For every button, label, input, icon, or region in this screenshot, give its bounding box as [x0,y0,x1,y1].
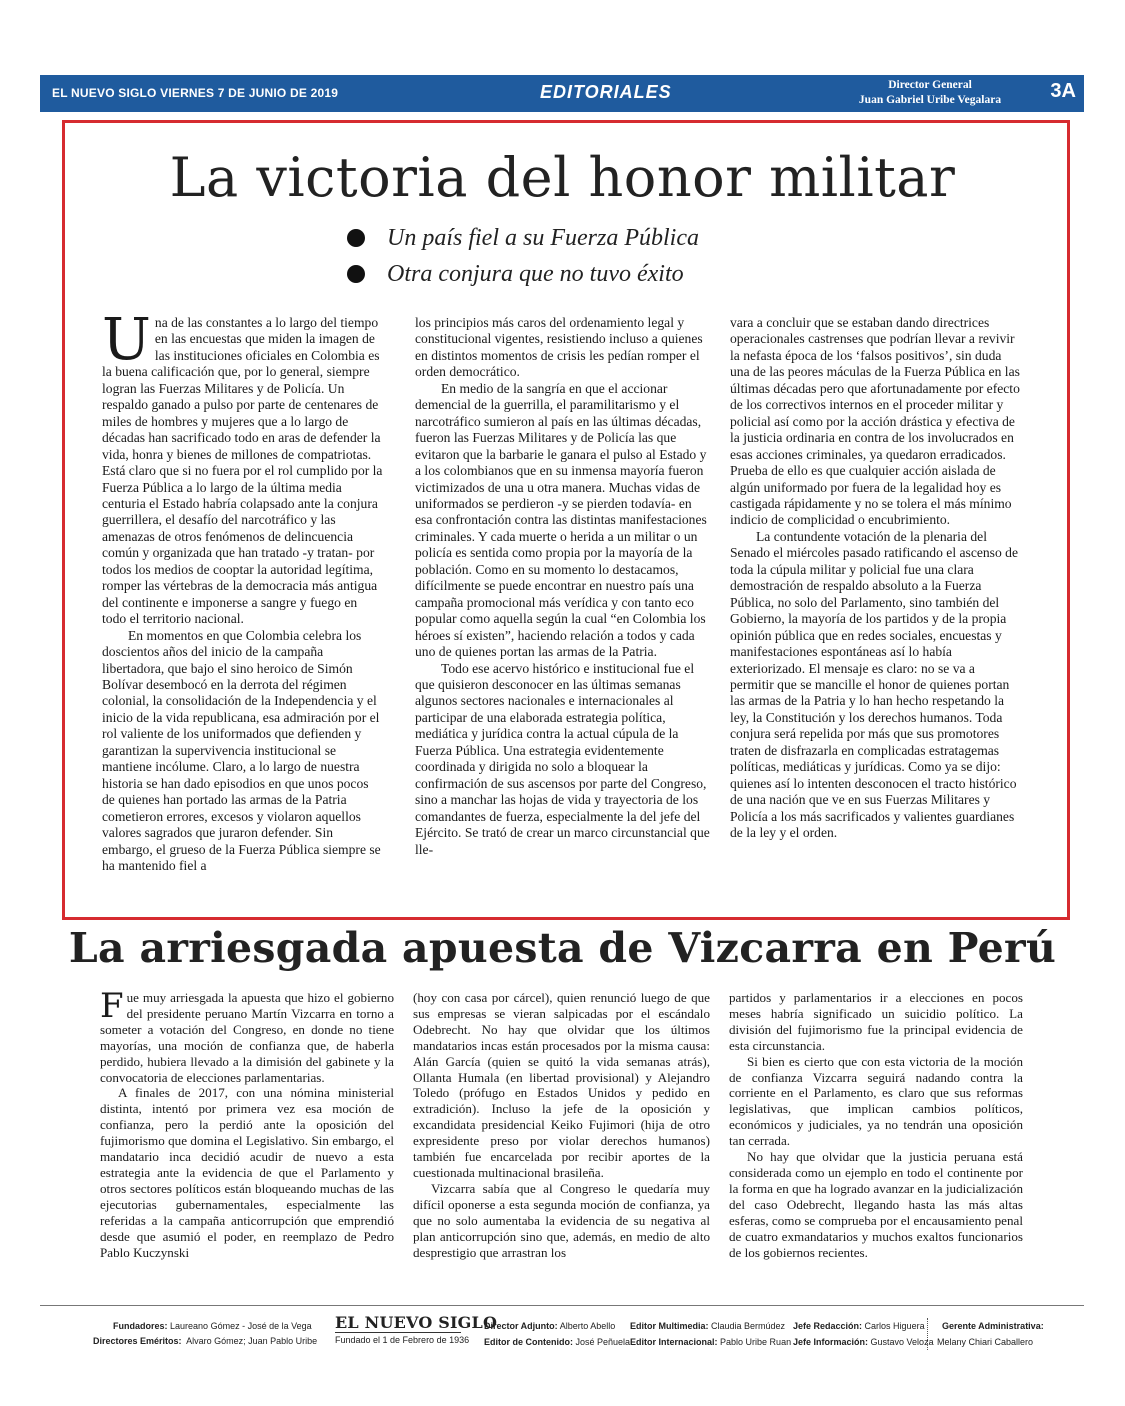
paragraph: na de las constantes a lo largo del tiempo en las encuestas que miden la imagen de las instituciones oficiales en Colombia es la buena calificación que, por lo general, siempre logran las Fuerzas Militares y de Policía. Un respaldo ganado a pulso por parte de centenares de miles de hombres y mujeres que a lo largo de décadas han sacrificado todo en aras de defender la vida, honra y bienes de millones de compatriotas. Está claro que si no fuera por el rol cumplido por la Fuerza Pública a lo largo de la última media centuria el Estado habría colapsado ante la conjura guerrillera, el desafío del narcotráfico y las amenazas de otros fenómenos de delincuencia común y organizada que han tratado -y tratan- por todos los medios de cooptar la autoridad legítima, romper las vértebras de la democracia más antigua del continente e imponerse a sangre y fuego en todo el territorio nacional. [102,315,383,627]
paragraph: vara a concluir que se estaban dando directrices operacionales castrenses que podrían llevar a revivir la nefasta época de los ‘falsos positivos’, sin duda una de las peores máculas de la Fuerza Pública en las últimas décadas pero que afortunadamente por efecto de los correctivos internos en el proceder militar y policial así como por la acción drástica y efectiva de la justicia ordinaria en contra de los involucrados en esas acciones criminales, ya quedaron erradicados. Prueba de ello es que cualquier acción aislada de algún uniformado por fuera de la legalidad hoy es castigada rápidamente y no se tolera el más mínimo indicio de complicidad o encubrimiento. [730,315,1020,528]
footer-founders: Fundadores: Laureano Gómez - José de la Vega [113,1321,312,1331]
paragraph: Vizcarra sabía que al Congreso le quedaría muy difícil oponerse a esta segunda moción de confianza, ya que no solo aumentaba la evidencia de su negativa al plan anticorrupción sino que, además, en medio de alto desprestigio que arrastran los [413,1180,710,1260]
editorial2-column-3 [729,990,1023,1260]
subhead-item [347,256,847,292]
director-name: Juan Gabriel Uribe Vegalara [858,94,1002,106]
paragraph: En momentos en que Colombia celebra los doscientos años del inicio de la campaña libertadora, que bajo el sino heroico de Simón Bolívar desembocó en la derrota del régimen colonial, la consolidación de la Independencia y el inicio de la vida republicana, esa admiración por el rol valiente de los uniformados que defienden y garantizan la supervivencia institucional se mantiene incólume. Claro, a lo largo de nuestra historia se han dado episodios en que unos pocos de quienes han portado las armas de la Patria cometieron errores, excesos y violaron aquellos valores sagrados que juraron defender. Sin embargo, el grueso de la Fuerza Pública siempre se ha mantenido fiel a [102,627,381,873]
paragraph: Si bien es cierto que con esta victoria de la moción de confianza Vizcarra seguirá nadando contra la corriente en el Parlamento, es claro que sus reformas legislativas, que implican cambios políticos, económicos y judiciales, ya no tendrán una oposición tan cerrada. [729,1053,1023,1149]
footer-multimedia: Editor Multimedia: Claudia Bermúdez [630,1321,786,1331]
footer-internacional: Editor Internacional: Pablo Uribe Ruan [630,1337,792,1347]
paragraph: La contundente votación de la plenaria del Senado el miércoles pasado ratificando el ascenso de toda la cúpula militar y policial fue una clara demostración de respaldo absoluto a la Fuerza Pública, no solo del Parlamento, sino también del Gobierno, la mayoría de los partidos y de la propia opinión pública que en redes sociales, encuestas y manifestaciones espontáneas así lo había exteriorizado. El mensaje es claro: no se va a permitir que se mancille el honor de quienes portan las armas de la Patria y lo han hecho respetando la ley, la Constitución y los derechos humanos. Toda conjura será repelida por más que sus promotores traten de disfrazarla en complicadas estratagemas políticas, mediáticas y jurídicas. Como ya se dijo: quienes así lo intenten desconocen el tracto histórico de una nación que ve en sus Fuerzas Militares y Policía a los más sacrificados y valientes guardianes de la ley y el orden. [730,528,1018,841]
director-block [830,78,1030,108]
editorial2-column-2 [413,990,710,1260]
editorial1-column-3 [730,315,1022,842]
paragraph: A finales de 2017, con una nómina ministerial distinta, intentó por primera vez esa moción de confianza, pero la perdió ante la oposición del fujimorismo que domina el Legislativo. Sin embargo, el mandatario inca decidió acudir de nuevo a esta estrategia ante la evidencia de que el Parlamento y otros sectores políticos están bloqueando muchas de las ejecutorias gubernamentales, especialmente las referidas a la campaña anticorrupción que emprendió desde que asumió el poder, en reemplazo de Pedro Pablo Kuczynski [100,1085,394,1260]
paragraph: partidos y parlamentarios ir a elecciones en pocos meses habría significado un suicidio político. La división del fujimorismo fue la principal evidencia de esta circunstancia. [729,990,1023,1053]
drop-cap: F [100,986,124,1026]
director-title: Director General [888,79,972,91]
header-bar [40,75,1084,112]
paragraph: Todo ese acervo histórico e institucional fue el que quisieron desconocer en las últimas semanas algunos sectores nacionales e internacionales al participar de una elaborada estrategia política, mediática y jurídica contra la actual cúpula de la Fuerza Pública. Una estrategia evidentemente coordinada y dirigida no solo a bloquear la confirmación de sus ascensos por parte del Congreso, sino a manchar las hojas de vida y trayectoria de los comandantes de fuerza, especialmente la del jefe del Ejército. Se trató de crear un marco circunstancial que lle- [415,660,710,857]
editorial1-title: La victoria del honor militar [169,146,956,209]
subhead-text: Otra conjura que no tuvo éxito [387,260,684,287]
footer-divider [40,1305,1084,1306]
paragraph: No hay que olvidar que la justicia peruana está considerada como un ejemplo en todo el continente por la forma en que ha logrado avanzar en la judicialización del caso Odebrecht, llegando hasta las más altas esferas, como se comprueba por el encausamiento penal de cuatro exmandatarios y muchos exaltos funcionarios de los gobiernos recientes. [729,1149,1023,1260]
footer-informacion: Jefe Información: Gustavo Veloza [793,1337,934,1347]
footer-gerente: Melany Chiari Caballero [937,1337,1034,1347]
header-date: EL NUEVO SIGLO VIERNES 7 DE JUNIO DE 2019 [52,86,339,100]
editorial2-title: La arriesgada apuesta de Vizcarra en Perú [68,924,1057,972]
footer-adjunto: Director Adjunto: Alberto Abello [484,1321,616,1331]
paragraph: En medio de la sangría en que el accionar demencial de la guerrilla, el paramilitarismo y el narcotráfico sumieron al país en las últimas décadas, fueron las Fuerzas Militares y de Policía las que evitaron que la barbarie le ganara el pulso al Estado y a los colombianos que en su inmensa mayoría fueron victimizados de una u otra manera. Muchas vidas de uniformados se perdieron -y se pierden todavía- en esa confrontación contra las distintas manifestaciones criminales. Y cada muerte o herida a un militar o un policía es sentida como propia por la mayoría de la población. Como en su momento lo destacamos, difícilmente se puede encontrar en nuestro país una campaña promocional más verídica y con tanto eco popular como aquella según la cual “en Colombia los héroes sí existen”, haciendo relación a todos y cada uno de quienes portan las armas de la Patria. [415,380,707,660]
editorial2-column-1 [100,986,394,1260]
footer-separator [927,1318,928,1350]
editorial1-subheads [347,220,847,292]
paragraph: (hoy con casa por cárcel), quien renunció luego de que sus empresas se vieran salpicadas por el escándalo Odebrecht. No hay que olvidar que los últimos mandatarios incas están procesados por la misma causa: Alán García (quien se quitó la vida semanas atrás), Ollanta Humala (en libertad provisional) y Alejandro Toledo (prófugo en Estados Unidos y pedido en extradición). Incluso la jefe de la oposición y excandidata presidencial Keiko Fujimori (hija de otro expresidente preso por violar derechos humanos) también fue encarcelada por recibir aportes de la cuestionada multinacional brasileña. [413,990,710,1180]
footer-gerente-label: Gerente Administrativa: [942,1321,1044,1331]
bullet-icon [347,265,365,283]
page-number: 3A [1050,80,1076,102]
subhead-text: Un país fiel a su Fuerza Pública [387,224,699,251]
editorial1-column-2 [415,315,710,858]
footer-redaccion: Jefe Redacción: Carlos Higuera [793,1321,925,1331]
drop-cap: U [102,305,151,373]
section-title: EDITORIALES [540,82,672,102]
editorial1-column-1 [102,305,384,874]
newspaper-logo: EL NUEVO SIGLO [335,1313,498,1332]
paragraph: los principios más caros del ordenamiento legal y constitucional vigentes, resistiendo incluso a quienes en distintos momentos de crisis les pedían romper el orden democrático. [415,315,703,380]
footer-emeritus: Directores Eméritos: Alvaro Gómez; Juan Pablo Uribe [93,1336,318,1346]
bullet-icon [347,229,365,247]
founded-date: Fundado el 1 de Febrero de 1936 [335,1335,470,1345]
paragraph: ue muy arriesgada la apuesta que hizo el gobierno del presidente peruano Martín Vizcarra en torno a someter a votación del Congreso, en donde no tiene mayorías, una moción de confianza que, de haberla perdido, hubiera llevado a la dimisión del gabinete y la convocatoria de elecciones parlamentarias. [100,990,394,1085]
footer-contenido: Editor de Contenido: José Peñuela [484,1337,631,1347]
logo-underline [335,1332,461,1333]
subhead-item [347,220,847,256]
